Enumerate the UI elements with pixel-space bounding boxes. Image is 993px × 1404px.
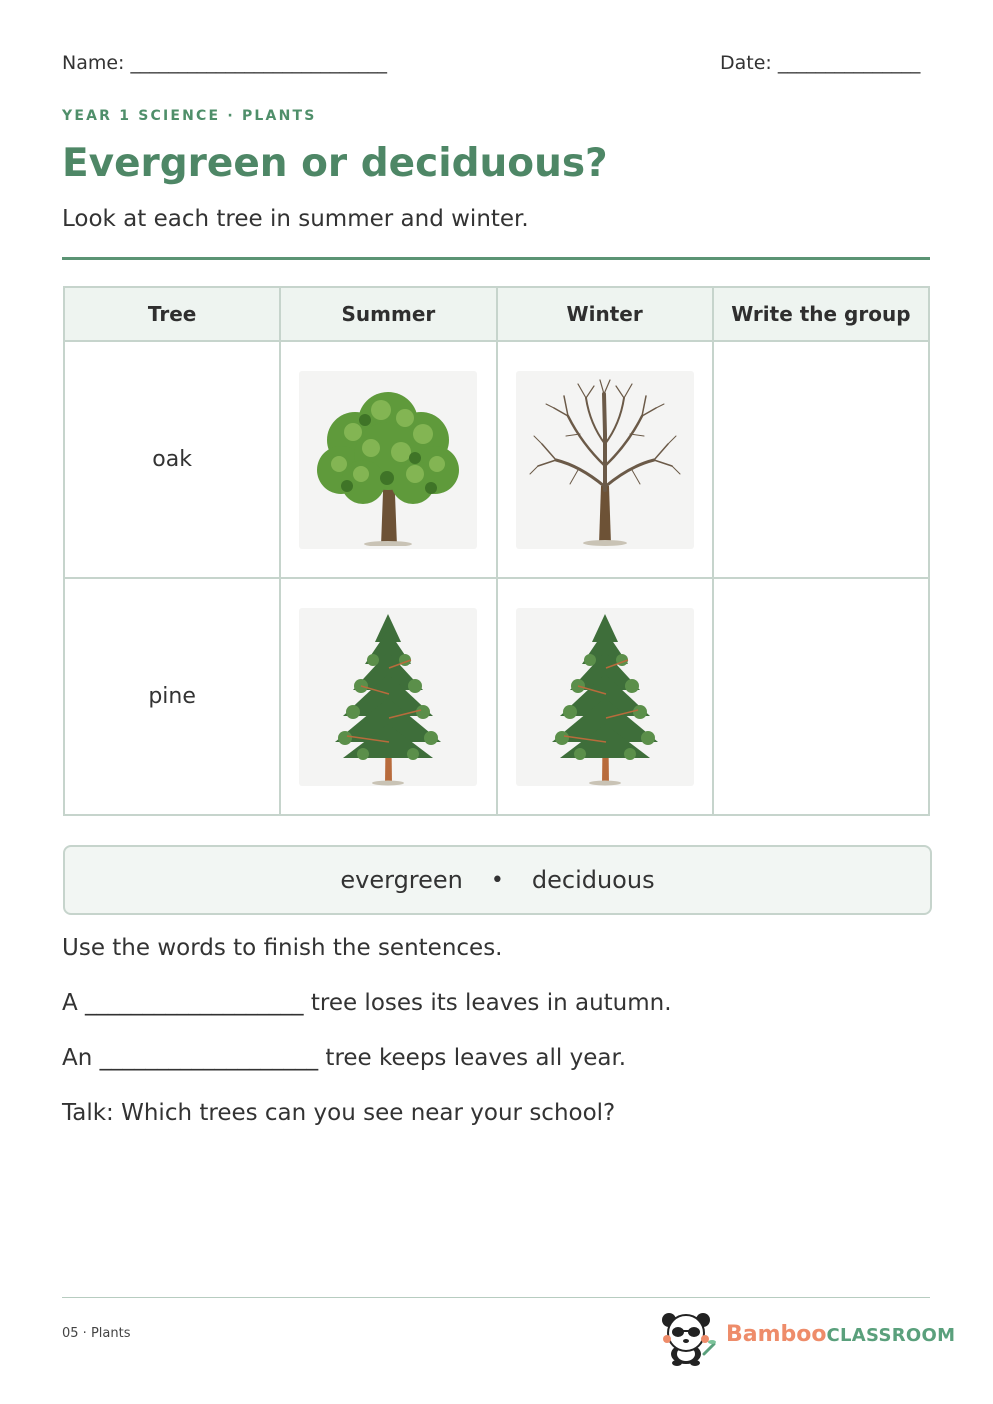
- pine-summer-icon: [299, 608, 477, 786]
- instructions-text: Use the words to finish the sentences.: [62, 935, 503, 961]
- logo-text-classroom: CLASSROOM: [826, 1325, 956, 1346]
- table-row: [64, 341, 929, 578]
- word-bank-separator: •: [490, 867, 504, 893]
- tree-name-cell: pine: [64, 578, 280, 815]
- bamboo-classroom-logo: [656, 1310, 956, 1366]
- fill-in-sentence[interactable]: A ___________________ tree loses its leaves in autumn.: [62, 990, 672, 1016]
- talk-prompt: Talk: Which trees can you see near your school?: [62, 1100, 616, 1126]
- page-title: Evergreen or deciduous?: [62, 141, 608, 186]
- page-subtitle: Look at each tree in summer and winter.: [62, 206, 529, 232]
- group-answer-cell[interactable]: [713, 578, 929, 815]
- group-answer-cell[interactable]: [713, 341, 929, 578]
- subject-eyebrow: YEAR 1 SCIENCE · PLANTS: [62, 108, 317, 124]
- title-divider: [62, 257, 930, 260]
- tree-name-cell: oak: [64, 341, 280, 578]
- date-field[interactable]: Date: _______________: [720, 52, 921, 74]
- footer-divider: [62, 1297, 930, 1298]
- logo-text-bamboo: Bamboo: [726, 1322, 827, 1347]
- column-header-winter: Winter: [497, 287, 713, 341]
- oak-winter-bare-icon: [516, 371, 694, 549]
- summer-image-cell: [280, 341, 496, 578]
- column-header-group: Write the group: [713, 287, 929, 341]
- winter-image-cell: [497, 578, 713, 815]
- word-bank-word: deciduous: [531, 866, 655, 894]
- table-row: [64, 578, 929, 815]
- word-bank-word: evergreen: [340, 866, 463, 894]
- tree-table: [63, 286, 930, 816]
- column-header-summer: Summer: [280, 287, 496, 341]
- winter-image-cell: [497, 341, 713, 578]
- summer-image-cell: [280, 578, 496, 815]
- table-header-row: [64, 287, 929, 341]
- panda-mascot-icon: [656, 1310, 716, 1366]
- word-bank: [63, 845, 932, 915]
- logo-wordmark: [726, 1322, 955, 1347]
- column-header-tree: Tree: [64, 287, 280, 341]
- name-field[interactable]: Name: ___________________________: [62, 52, 387, 74]
- footer-page-label: 05 · Plants: [62, 1326, 131, 1341]
- pine-winter-icon: [516, 608, 694, 786]
- fill-in-sentence[interactable]: An ___________________ tree keeps leaves all year.: [62, 1045, 627, 1071]
- oak-summer-icon: [299, 371, 477, 549]
